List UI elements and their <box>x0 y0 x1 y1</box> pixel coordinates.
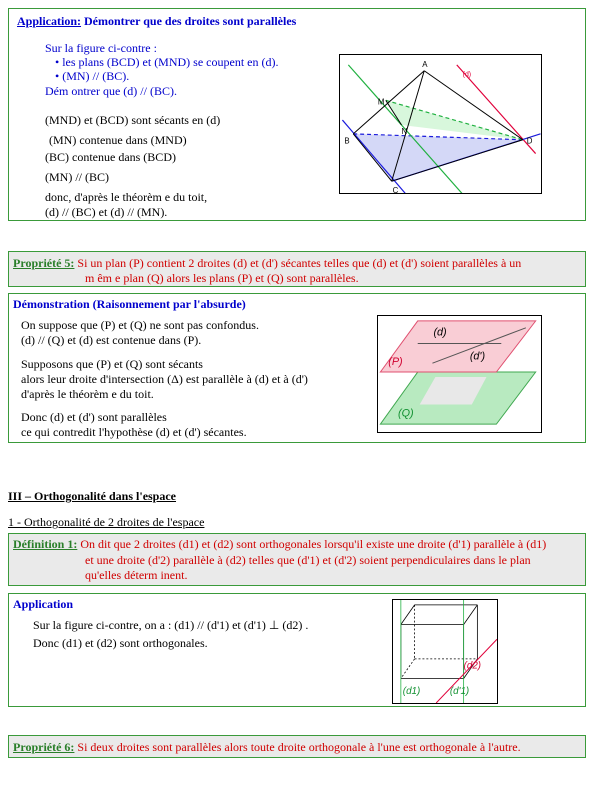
app1-proof-5: donc, d'après le théorèm e du toit, <box>45 190 208 204</box>
label-D: D <box>526 136 533 146</box>
demo-line-2: (d) // (Q) et (d) est contenue dans (P). <box>21 333 202 347</box>
property-5-line-1: Propriété 5: Si un plan (P) contient 2 droites (d) et (d') sécantes telles que (d) et (d') soient parallèles à un <box>13 256 522 270</box>
app1-proof-3: (BC) contenue dans (BCD) <box>45 150 176 164</box>
application-2-title: Application <box>13 597 74 611</box>
property-6-box <box>8 735 586 758</box>
label-B: B <box>344 136 350 146</box>
demonstration-title: Démonstration (Raisonnement par l'absurde) <box>13 297 246 311</box>
label-P: (P) <box>388 356 403 369</box>
label-A: A <box>422 59 428 69</box>
subsection-title: 1 - Orthogonalité de 2 droites de l'espace <box>8 515 205 529</box>
definition-1-line-3: qu'elles déterm inent. <box>85 568 188 582</box>
definition-1-line-1: Définition 1: On dit que 2 droites (d1) et (d2) sont orthogonales lorsqu'il existe une droite (d'1) parallèle à (d1) <box>13 537 547 551</box>
property-6-line: Propriété 6: Si deux droites sont parallèles alors toute droite orthogonale à l'une est orthogonale à l'autre. <box>13 740 521 754</box>
application-title: Application: Démontrer que des droites sont parallèles <box>17 14 297 28</box>
app1-proof-6: (d) // (BC) et (d) // (MN). <box>45 205 168 219</box>
app1-bullet-2: • (MN) // (BC). <box>55 69 130 83</box>
demo-line-6: Donc (d) et (d') sont parallèles <box>21 410 167 424</box>
app2-line-1: Sur la figure ci-contre, on a : (d1) // (d'1) et (d'1) ⊥ (d2) . <box>33 618 309 632</box>
property-5-box <box>8 251 586 287</box>
label-d2: (d2) <box>463 660 482 672</box>
tetrahedron-figure <box>339 54 542 194</box>
demonstration-box <box>8 293 586 443</box>
label-d1: (d1) <box>402 686 421 698</box>
demo-line-7: ce qui contredit l'hypothèse (d) et (d') sécantes. <box>21 425 247 439</box>
app2-line-2: Donc (d1) et (d2) sont orthogonales. <box>33 636 208 650</box>
label-N: N <box>401 126 408 136</box>
demo-line-1: On suppose que (P) et (Q) ne sont pas confondus. <box>21 318 259 332</box>
demo-line-5: d'après le théorèm e du toit. <box>21 387 154 401</box>
app1-intro: Sur la figure ci-contre : <box>45 41 157 55</box>
label-C: C <box>392 186 399 194</box>
label-d-prime: (d') <box>469 350 486 363</box>
app1-question: Dém ontrer que (d) // (BC). <box>45 84 177 98</box>
section-title: III – Orthogonalité dans l'espace <box>8 489 177 503</box>
label-d: (d) <box>462 71 472 79</box>
definition-1-box <box>8 533 586 586</box>
application-box-1 <box>8 8 586 221</box>
label-M: M <box>377 97 385 107</box>
definition-1-line-2: et une droite (d'2) parallèle à (d2) telles que (d'1) et (d'2) soient perpendiculaires dans le plan <box>85 553 531 567</box>
application-box-2 <box>8 593 586 707</box>
app1-proof-4: (MN) // (BC) <box>45 170 109 184</box>
planes-figure <box>377 315 542 433</box>
label-d: (d) <box>433 326 447 339</box>
demo-line-3: Supposons que (P) et (Q) sont sécants <box>21 357 203 371</box>
label-d-prime-1: (d'1) <box>449 686 470 698</box>
demo-line-4: alors leur droite d'intersection (Δ) est parallèle à (d) et à (d') <box>21 372 308 386</box>
app1-proof-1: (MND) et (BCD) sont sécants en (d) <box>45 113 221 127</box>
app1-proof-2: (MN) contenue dans (MND) <box>49 133 187 147</box>
label-Q: (Q) <box>398 407 414 420</box>
app1-bullet-1: • les plans (BCD) et (MND) se coupent en (d). <box>55 55 279 69</box>
cube-figure <box>392 599 498 704</box>
property-5-line-2: m êm e plan (Q) alors les plans (P) et (Q) sont parallèles. <box>85 271 359 285</box>
